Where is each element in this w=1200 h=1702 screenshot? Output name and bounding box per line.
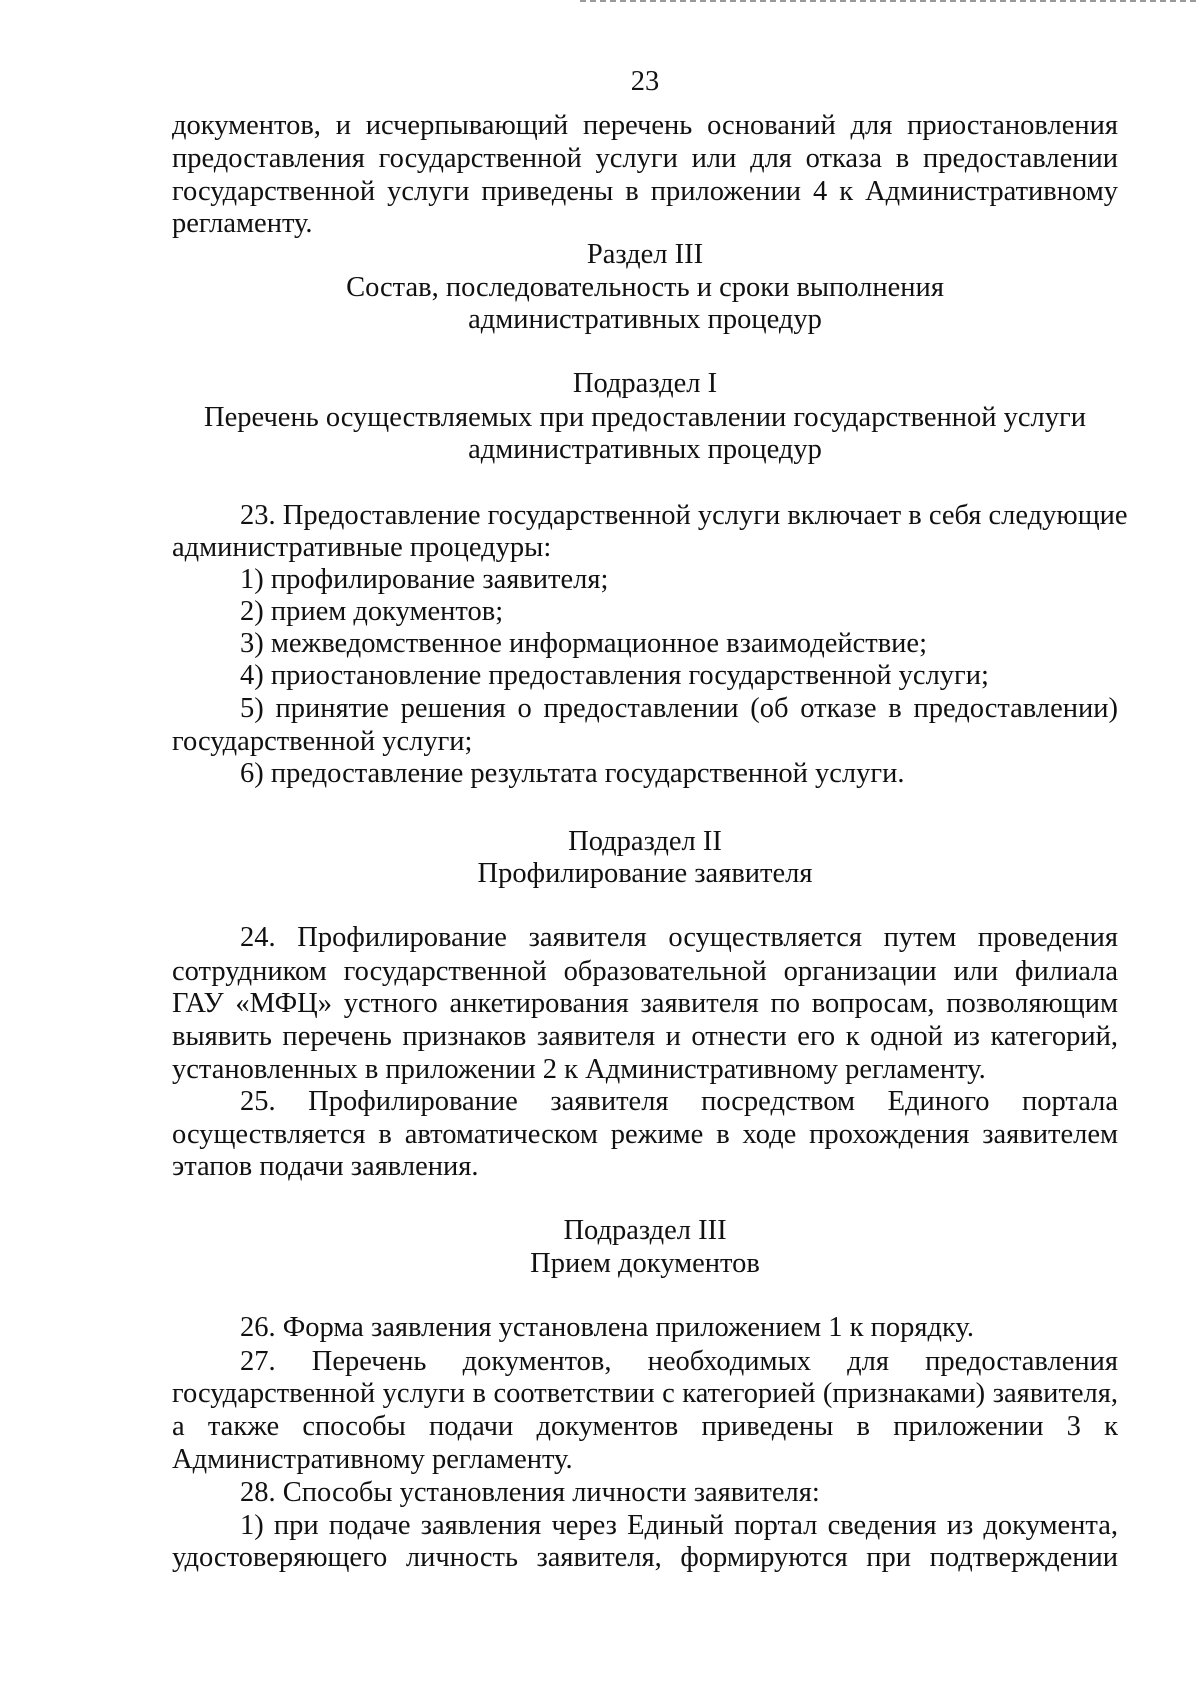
subsection-heading: Подраздел II (568, 826, 722, 857)
paragraph-line: 26. Форма заявления установлена приложением 1 к порядку. (240, 1312, 974, 1343)
paragraph-line: 27. Перечень документов, необходимых для предоставления (240, 1346, 1118, 1377)
section-title: Состав, последовательность и сроки выполнения (346, 272, 944, 303)
section-heading: Раздел III (586, 239, 704, 270)
paragraph-line: Административному регламенту. (172, 1444, 573, 1475)
list-item: 1) при подаче заявления через Единый портал сведения из документа, (240, 1510, 1118, 1541)
paragraph-line: осуществляется в автоматическом режиме в ходе прохождения заявителем (172, 1119, 1118, 1150)
paragraph-line: сотрудником государственной образовательной организации или филиала (172, 956, 1118, 987)
section-title: административных процедур (468, 304, 822, 335)
paragraph-line: 23. Предоставление государственной услуги включает в себя следующие (240, 500, 1128, 531)
text-line: предоставления государственной услуги или для отказа в предоставлении (172, 143, 1118, 174)
scan-border (580, 0, 1200, 2)
list-item: 2) прием документов; (240, 596, 504, 627)
subsection-title: Профилирование заявителя (477, 858, 813, 889)
subsection-title: административных процедур (468, 434, 822, 465)
paragraph-line: этапов подачи заявления. (172, 1151, 479, 1182)
text-line: государственной услуги приведены в приложении 4 к Административному (172, 176, 1118, 207)
subsection-heading: Подраздел III (563, 1215, 727, 1246)
list-item: удостоверяющего личность заявителя, формируются при подтверждении (172, 1542, 1118, 1573)
page-number: 23 (630, 66, 660, 97)
list-item: государственной услуги; (172, 726, 473, 757)
list-item: 3) межведомственное информационное взаимодействие; (240, 628, 927, 659)
subsection-title: Перечень осуществляемых при предоставлении государственной услуги (204, 402, 1086, 433)
paragraph-line: выявить перечень признаков заявителя и отнести его к одной из категорий, (172, 1021, 1118, 1052)
paragraph-line: 28. Способы установления личности заявителя: (240, 1477, 820, 1508)
text-line: документов, и исчерпывающий перечень оснований для приостановления (172, 110, 1118, 141)
text-line: регламенту. (172, 208, 313, 239)
list-item: 5) принятие решения о предоставлении (об отказе в предоставлении) (240, 693, 1118, 724)
paragraph-line: ГАУ «МФЦ» устного анкетирования заявителя по вопросам, позволяющим (172, 988, 1118, 1019)
subsection-title: Прием документов (530, 1248, 760, 1279)
paragraph-line: административные процедуры: (172, 532, 552, 563)
list-item: 1) профилирование заявителя; (240, 564, 609, 595)
paragraph-line: установленных в приложении 2 к Административному регламенту. (172, 1054, 986, 1085)
paragraph-line: а также способы подачи документов приведены в приложении 3 к (172, 1411, 1118, 1442)
paragraph-line: 24. Профилирование заявителя осуществляется путем проведения (240, 922, 1118, 953)
paragraph-line: государственной услуги в соответствии с категорией (признаками) заявителя, (172, 1378, 1118, 1409)
paragraph-line: 25. Профилирование заявителя посредством Единого портала (240, 1086, 1118, 1117)
subsection-heading: Подраздел I (572, 368, 718, 399)
list-item: 4) приостановление предоставления государственной услуги; (240, 660, 989, 691)
list-item: 6) предоставление результата государственной услуги. (240, 758, 905, 789)
